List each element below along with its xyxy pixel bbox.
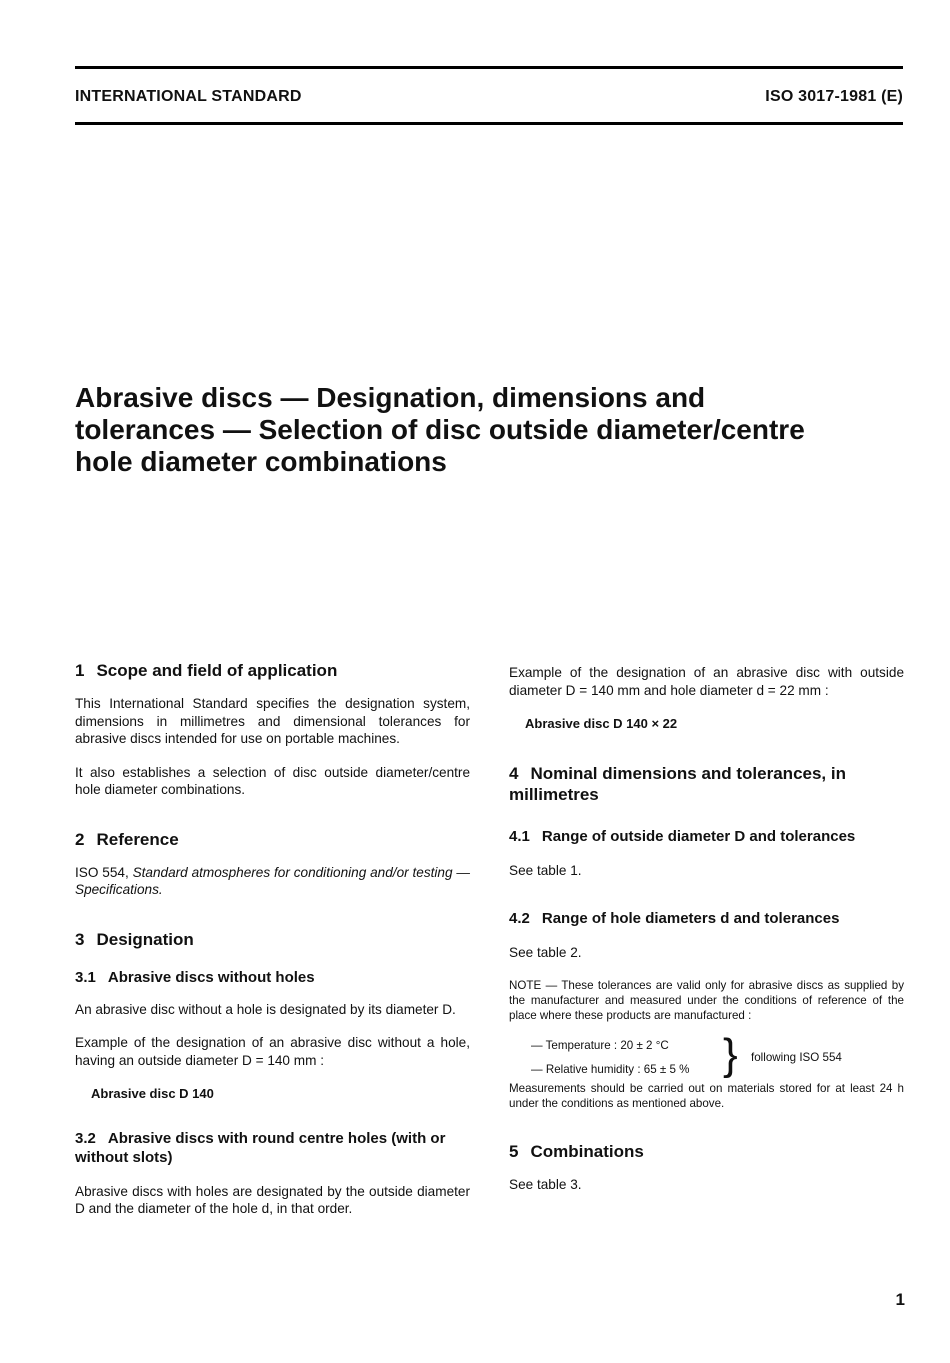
temperature-condition: — Temperature : 20 ± 2 °C — [531, 1038, 669, 1052]
section-1-heading: 1 Scope and field of application — [75, 661, 338, 680]
section-3-1-paragraph-1: An abrasive disc without a hole is designated by its diameter D. — [75, 1001, 456, 1017]
section-4-1-paragraph: See table 1. — [509, 862, 582, 878]
standard-type-label: INTERNATIONAL STANDARD — [75, 88, 302, 105]
section-3-2-heading: 3.2 Abrasive discs with round centre holes (with or without slots) — [75, 1129, 446, 1166]
title-line-1: Abrasive discs — Designation, dimensions and — [75, 382, 706, 413]
example-designation-with-hole: Abrasive disc D 140 × 22 — [525, 716, 678, 731]
section-4-1-heading: 4.1 Range of outside diameter D and tolerances — [509, 827, 856, 845]
section-3-1-paragraph-2: Example of the designation of an abrasive disc without a hole, having an outside diameter D = 140 mm : — [75, 1035, 470, 1068]
tolerance-note: NOTE — These tolerances are valid only for abrasive discs as supplied by the manufacturer and measured under the conditions of reference of the place where these products are manufactured : — [509, 978, 904, 1022]
section-4-2-paragraph: See table 2. — [509, 945, 582, 960]
reference-title: Standard atmospheres for conditioning and/or testing — Specifications. — [75, 864, 470, 897]
section-1-paragraph-1: This International Standard specifies the designation system, dimensions in millimetres and dimensional tolerances for abrasive discs intended for use on portable machines. — [75, 696, 470, 746]
section-1-paragraph-2: It also establishes a selection of disc outside diameter/centre hole diameter combinations. — [75, 764, 470, 797]
grouping-brace: } — [723, 1029, 738, 1079]
following-iso-554: following ISO 554 — [751, 1050, 842, 1064]
measurement-note: Measurements should be carried out on materials stored for at least 24 h under the conditions as mentioned above. — [509, 1081, 904, 1110]
section-3-2-paragraph: Abrasive discs with holes are designated by the outside diameter D and the diameter of the hole d, in that order. — [75, 1183, 470, 1216]
header-top-rule — [75, 66, 903, 69]
section-2-heading: 2 Reference — [75, 829, 179, 849]
reference-conditions — [509, 1031, 904, 1081]
header-bottom-rule — [75, 122, 903, 125]
title-line-2: tolerances — Selection of disc outside diameter/centre — [75, 414, 805, 445]
section-3-1-heading: 3.1 Abrasive discs without holes — [75, 968, 315, 986]
example-designation-no-hole: Abrasive disc D 140 — [91, 1086, 214, 1101]
section-5-heading: 5 Combinations — [509, 1141, 644, 1161]
section-4-2-heading: 4.2 Range of hole diameters d and tolerances — [509, 910, 840, 927]
section-5-paragraph: See table 3. — [509, 1176, 582, 1192]
title-line-3: hole diameter combinations — [75, 446, 447, 477]
left-column — [75, 660, 470, 1218]
right-column — [509, 664, 904, 1193]
standard-number: ISO 3017-1981 (E) — [765, 88, 903, 105]
page-number: 1 — [895, 1290, 905, 1309]
section-4-heading: 4 Nominal dimensions and tolerances, in millimetres — [509, 763, 846, 804]
document-title — [75, 382, 895, 478]
section-3-heading: 3 Designation — [75, 929, 194, 949]
section-2-reference: ISO 554, Standard atmospheres for conditioning and/or testing — Specifications. — [75, 864, 470, 897]
example-with-hole-intro: Example of the designation of an abrasive disc with outside diameter D = 140 mm and hole diameter d = 22 mm : — [509, 665, 904, 698]
humidity-condition: — Relative humidity : 65 ± 5 % — [531, 1062, 690, 1076]
